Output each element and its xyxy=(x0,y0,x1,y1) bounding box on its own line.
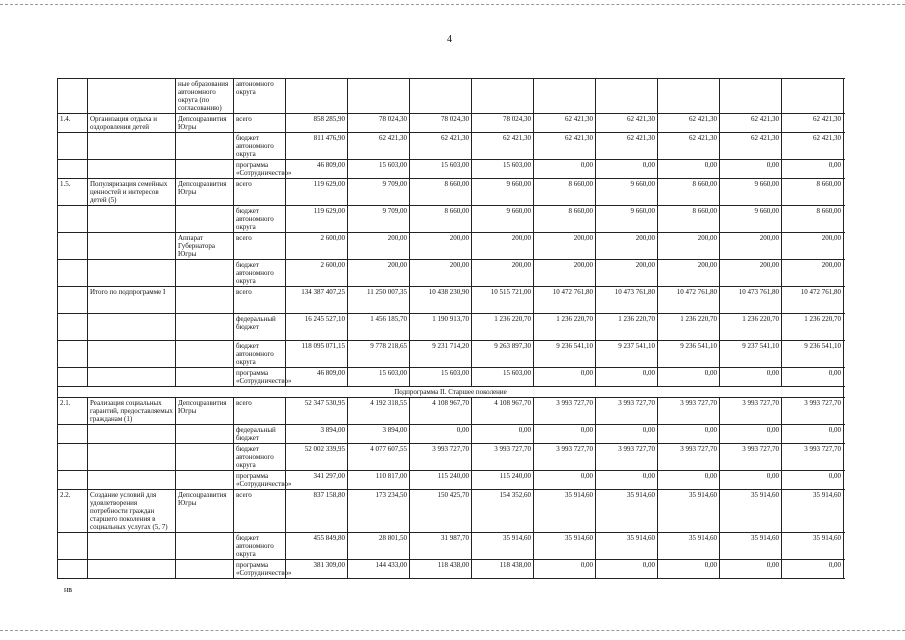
measure-name: Реализация социальных гарантий, предоставляемых гражданам (1) xyxy=(88,398,176,425)
amount-cell xyxy=(720,79,782,114)
amount-cell: 173 234,50 xyxy=(348,490,410,533)
scan-edge-bottom xyxy=(0,630,905,631)
amount-cell: 15 603,00 xyxy=(410,160,472,179)
amount-cell: 3 993 727,70 xyxy=(782,398,844,425)
measure-name xyxy=(88,79,176,114)
amount-cell: 35 914,60 xyxy=(596,490,658,533)
budget-table xyxy=(57,78,844,579)
amount-cell: 0,00 xyxy=(782,368,844,387)
table-row xyxy=(58,471,844,490)
funding-source: всего xyxy=(234,233,286,260)
executor xyxy=(176,444,234,471)
table-row xyxy=(58,79,844,114)
amount-cell: 0,00 xyxy=(472,425,534,444)
amount-cell: 118 095 071,15 xyxy=(286,341,348,368)
amount-cell: 9 237 541,10 xyxy=(720,341,782,368)
amount-cell: 0,00 xyxy=(596,425,658,444)
funding-source: всего xyxy=(234,490,286,533)
measure-name xyxy=(88,133,176,160)
amount-cell: 52 002 339,95 xyxy=(286,444,348,471)
table-row xyxy=(58,444,844,471)
amount-cell: 0,00 xyxy=(720,471,782,490)
measure-name xyxy=(88,206,176,233)
amount-cell: 9 236 541,10 xyxy=(534,341,596,368)
funding-source: всего xyxy=(234,287,286,314)
amount-cell: 200,00 xyxy=(348,233,410,260)
amount-cell xyxy=(782,79,844,114)
amount-cell: 9 660,00 xyxy=(472,206,534,233)
executor: Аппарат Губернатора Югры xyxy=(176,233,234,260)
row-number xyxy=(58,425,88,444)
measure-name xyxy=(88,160,176,179)
amount-cell: 10 472 761,80 xyxy=(534,287,596,314)
amount-cell: 811 476,90 xyxy=(286,133,348,160)
amount-cell: 35 914,60 xyxy=(534,533,596,560)
funding-source: программа «Сотрудничество» xyxy=(234,560,286,579)
measure-name xyxy=(88,233,176,260)
amount-cell: 35 914,60 xyxy=(658,490,720,533)
amount-cell: 3 993 727,70 xyxy=(534,398,596,425)
amount-cell: 9 231 714,20 xyxy=(410,341,472,368)
funding-source: федеральный бюджет xyxy=(234,425,286,444)
amount-cell: 35 914,60 xyxy=(596,533,658,560)
amount-cell: 0,00 xyxy=(782,471,844,490)
amount-cell: 0,00 xyxy=(658,560,720,579)
executor xyxy=(176,471,234,490)
funding-source: бюджет автономного округа xyxy=(234,341,286,368)
amount-cell xyxy=(348,79,410,114)
amount-cell: 200,00 xyxy=(782,260,844,287)
amount-cell: 200,00 xyxy=(534,260,596,287)
amount-cell: 9 660,00 xyxy=(596,179,658,206)
executor xyxy=(176,160,234,179)
table-row xyxy=(58,560,844,579)
amount-cell: 62 421,30 xyxy=(782,133,844,160)
measure-name xyxy=(88,471,176,490)
amount-cell: 3 894,00 xyxy=(286,425,348,444)
row-number xyxy=(58,533,88,560)
amount-cell: 10 473 761,80 xyxy=(596,287,658,314)
amount-cell: 8 660,00 xyxy=(534,179,596,206)
amount-cell: 0,00 xyxy=(658,471,720,490)
funding-source: бюджет автономного округа xyxy=(234,533,286,560)
amount-cell xyxy=(286,79,348,114)
amount-cell: 62 421,30 xyxy=(348,133,410,160)
amount-cell: 9 660,00 xyxy=(720,179,782,206)
amount-cell: 110 817,00 xyxy=(348,471,410,490)
executor: Депсоцразвития Югры xyxy=(176,490,234,533)
table-row xyxy=(58,114,844,133)
row-number xyxy=(58,314,88,341)
amount-cell: 200,00 xyxy=(596,233,658,260)
amount-cell: 119 629,00 xyxy=(286,206,348,233)
row-number xyxy=(58,206,88,233)
executor: ные образования автономного округа (по согласованию) xyxy=(176,79,234,114)
amount-cell: 62 421,30 xyxy=(658,114,720,133)
amount-cell: 8 660,00 xyxy=(410,206,472,233)
table-row xyxy=(58,533,844,560)
amount-cell: 62 421,30 xyxy=(720,114,782,133)
amount-cell: 62 421,30 xyxy=(782,114,844,133)
amount-cell xyxy=(658,79,720,114)
amount-cell: 9 778 218,65 xyxy=(348,341,410,368)
amount-cell: 35 914,60 xyxy=(658,533,720,560)
executor: Депсоцразвития Югры xyxy=(176,114,234,133)
amount-cell: 3 894,00 xyxy=(348,425,410,444)
amount-cell: 3 993 727,70 xyxy=(658,444,720,471)
amount-cell: 3 993 727,70 xyxy=(658,398,720,425)
executor xyxy=(176,560,234,579)
amount-cell: 10 438 230,90 xyxy=(410,287,472,314)
amount-cell: 200,00 xyxy=(472,233,534,260)
amount-cell: 3 993 727,70 xyxy=(472,444,534,471)
amount-cell: 837 158,80 xyxy=(286,490,348,533)
amount-cell: 15 603,00 xyxy=(472,368,534,387)
amount-cell: 35 914,60 xyxy=(782,533,844,560)
amount-cell: 62 421,30 xyxy=(658,133,720,160)
funding-source: федеральный бюджет xyxy=(234,314,286,341)
measure-name xyxy=(88,425,176,444)
amount-cell: 0,00 xyxy=(658,160,720,179)
row-number xyxy=(58,133,88,160)
amount-cell: 154 352,60 xyxy=(472,490,534,533)
row-number: 2.2. xyxy=(58,490,88,533)
amount-cell: 200,00 xyxy=(596,260,658,287)
footer-mark: нв xyxy=(64,585,73,594)
measure-name xyxy=(88,560,176,579)
amount-cell: 62 421,30 xyxy=(596,114,658,133)
amount-cell: 52 347 530,95 xyxy=(286,398,348,425)
amount-cell: 144 433,00 xyxy=(348,560,410,579)
funding-source: бюджет автономного округа xyxy=(234,206,286,233)
funding-source: программа «Сотрудничество» xyxy=(234,160,286,179)
funding-source: всего xyxy=(234,179,286,206)
row-number: 2.1. xyxy=(58,398,88,425)
amount-cell: 4 108 967,70 xyxy=(410,398,472,425)
executor xyxy=(176,260,234,287)
measure-name xyxy=(88,368,176,387)
amount-cell: 0,00 xyxy=(534,471,596,490)
funding-source: автономного округа xyxy=(234,79,286,114)
amount-cell: 28 801,50 xyxy=(348,533,410,560)
executor xyxy=(176,287,234,314)
amount-cell: 3 993 727,70 xyxy=(410,444,472,471)
amount-cell: 134 387 407,25 xyxy=(286,287,348,314)
table-row xyxy=(58,206,844,233)
row-number xyxy=(58,233,88,260)
amount-cell: 118 438,00 xyxy=(410,560,472,579)
amount-cell: 0,00 xyxy=(534,368,596,387)
amount-cell: 381 309,00 xyxy=(286,560,348,579)
amount-cell: 200,00 xyxy=(410,233,472,260)
measure-name: Организация отдыха и оздоровления детей xyxy=(88,114,176,133)
amount-cell: 62 421,30 xyxy=(534,133,596,160)
amount-cell: 2 600,00 xyxy=(286,233,348,260)
amount-cell: 9 660,00 xyxy=(472,179,534,206)
amount-cell: 1 236 220,70 xyxy=(720,314,782,341)
amount-cell: 0,00 xyxy=(720,368,782,387)
row-number xyxy=(58,560,88,579)
row-number xyxy=(58,260,88,287)
amount-cell: 1 236 220,70 xyxy=(472,314,534,341)
amount-cell: 0,00 xyxy=(720,425,782,444)
amount-cell: 62 421,30 xyxy=(534,114,596,133)
amount-cell xyxy=(534,79,596,114)
funding-source: программа «Сотрудничество» xyxy=(234,368,286,387)
amount-cell: 9 709,00 xyxy=(348,179,410,206)
measure-name xyxy=(88,444,176,471)
amount-cell: 115 240,00 xyxy=(472,471,534,490)
table-row xyxy=(58,368,844,387)
amount-cell: 4 192 318,55 xyxy=(348,398,410,425)
amount-cell: 46 809,00 xyxy=(286,368,348,387)
amount-cell: 46 809,00 xyxy=(286,160,348,179)
amount-cell: 455 849,80 xyxy=(286,533,348,560)
funding-source: бюджет автономного округа xyxy=(234,133,286,160)
amount-cell: 858 285,90 xyxy=(286,114,348,133)
row-number: 1.4. xyxy=(58,114,88,133)
amount-cell xyxy=(596,79,658,114)
amount-cell: 0,00 xyxy=(658,425,720,444)
table-row xyxy=(58,398,844,425)
amount-cell: 9 236 541,10 xyxy=(782,341,844,368)
row-number xyxy=(58,160,88,179)
measure-name xyxy=(88,260,176,287)
row-number xyxy=(58,471,88,490)
amount-cell: 3 993 727,70 xyxy=(720,444,782,471)
amount-cell: 11 250 007,35 xyxy=(348,287,410,314)
row-number xyxy=(58,341,88,368)
measure-name: Создание условий для удовлетворения потребности граждан старшего поколения в социальных услугах (5, 7) xyxy=(88,490,176,533)
amount-cell: 31 987,70 xyxy=(410,533,472,560)
table-row xyxy=(58,233,844,260)
measure-name: Итого по подпрограмме I xyxy=(88,287,176,314)
amount-cell: 78 024,30 xyxy=(348,114,410,133)
amount-cell: 62 421,30 xyxy=(410,133,472,160)
amount-cell: 35 914,60 xyxy=(472,533,534,560)
executor xyxy=(176,133,234,160)
funding-source: всего xyxy=(234,398,286,425)
funding-source: программа «Сотрудничество» xyxy=(234,471,286,490)
table-row xyxy=(58,387,844,398)
amount-cell: 9 709,00 xyxy=(348,206,410,233)
amount-cell: 115 240,00 xyxy=(410,471,472,490)
amount-cell: 0,00 xyxy=(782,425,844,444)
amount-cell: 3 993 727,70 xyxy=(720,398,782,425)
amount-cell: 3 993 727,70 xyxy=(596,444,658,471)
amount-cell: 1 456 185,70 xyxy=(348,314,410,341)
amount-cell: 0,00 xyxy=(658,368,720,387)
amount-cell: 8 660,00 xyxy=(410,179,472,206)
amount-cell: 15 603,00 xyxy=(348,160,410,179)
amount-cell: 0,00 xyxy=(410,425,472,444)
executor xyxy=(176,425,234,444)
amount-cell: 150 425,70 xyxy=(410,490,472,533)
amount-cell: 1 236 220,70 xyxy=(596,314,658,341)
amount-cell: 8 660,00 xyxy=(658,206,720,233)
amount-cell: 9 660,00 xyxy=(720,206,782,233)
amount-cell: 3 993 727,70 xyxy=(596,398,658,425)
amount-cell: 10 472 761,80 xyxy=(782,287,844,314)
amount-cell: 10 472 761,80 xyxy=(658,287,720,314)
executor xyxy=(176,314,234,341)
amount-cell: 0,00 xyxy=(720,560,782,579)
amount-cell: 1 236 220,70 xyxy=(658,314,720,341)
measure-name xyxy=(88,533,176,560)
row-number xyxy=(58,444,88,471)
amount-cell: 4 077 607,55 xyxy=(348,444,410,471)
measure-name: Популяризация семейных ценностей и интересов детей (5) xyxy=(88,179,176,206)
amount-cell: 62 421,30 xyxy=(720,133,782,160)
executor xyxy=(176,341,234,368)
executor xyxy=(176,368,234,387)
executor xyxy=(176,533,234,560)
table-row xyxy=(58,160,844,179)
table-row xyxy=(58,260,844,287)
amount-cell: 8 660,00 xyxy=(534,206,596,233)
amount-cell: 10 473 761,80 xyxy=(720,287,782,314)
amount-cell: 62 421,30 xyxy=(472,133,534,160)
amount-cell: 78 024,30 xyxy=(410,114,472,133)
scan-edge-top xyxy=(0,4,905,5)
row-number xyxy=(58,79,88,114)
table-row xyxy=(58,341,844,368)
amount-cell: 35 914,60 xyxy=(720,533,782,560)
amount-cell: 4 108 967,70 xyxy=(472,398,534,425)
amount-cell: 35 914,60 xyxy=(720,490,782,533)
amount-cell: 3 993 727,70 xyxy=(782,444,844,471)
funding-source: бюджет автономного округа xyxy=(234,260,286,287)
amount-cell: 8 660,00 xyxy=(658,179,720,206)
amount-cell: 1 236 220,70 xyxy=(782,314,844,341)
funding-source: бюджет автономного округа xyxy=(234,444,286,471)
table-row xyxy=(58,425,844,444)
amount-cell: 8 660,00 xyxy=(782,206,844,233)
amount-cell: 35 914,60 xyxy=(534,490,596,533)
amount-cell: 0,00 xyxy=(782,160,844,179)
amount-cell: 200,00 xyxy=(472,260,534,287)
amount-cell: 9 263 897,30 xyxy=(472,341,534,368)
executor: Депсоцразвития Югры xyxy=(176,398,234,425)
amount-cell: 0,00 xyxy=(596,560,658,579)
amount-cell: 0,00 xyxy=(534,160,596,179)
amount-cell xyxy=(410,79,472,114)
funding-source: всего xyxy=(234,114,286,133)
amount-cell: 78 024,30 xyxy=(472,114,534,133)
table-row xyxy=(58,490,844,533)
amount-cell: 200,00 xyxy=(534,233,596,260)
amount-cell: 200,00 xyxy=(410,260,472,287)
executor xyxy=(176,206,234,233)
amount-cell: 200,00 xyxy=(720,260,782,287)
amount-cell: 200,00 xyxy=(658,233,720,260)
amount-cell: 9 236 541,10 xyxy=(658,341,720,368)
amount-cell: 0,00 xyxy=(596,368,658,387)
row-number xyxy=(58,287,88,314)
table-row xyxy=(58,179,844,206)
amount-cell: 200,00 xyxy=(782,233,844,260)
amount-cell: 200,00 xyxy=(720,233,782,260)
amount-cell: 15 603,00 xyxy=(472,160,534,179)
amount-cell: 2 600,00 xyxy=(286,260,348,287)
amount-cell: 0,00 xyxy=(782,560,844,579)
amount-cell: 1 190 913,70 xyxy=(410,314,472,341)
amount-cell: 341 297,00 xyxy=(286,471,348,490)
amount-cell: 0,00 xyxy=(534,425,596,444)
amount-cell: 200,00 xyxy=(348,260,410,287)
amount-cell: 0,00 xyxy=(596,471,658,490)
executor: Депсоцразвития Югры xyxy=(176,179,234,206)
amount-cell: 9 237 541,10 xyxy=(596,341,658,368)
measure-name xyxy=(88,314,176,341)
amount-cell: 15 603,00 xyxy=(410,368,472,387)
page-number: 4 xyxy=(447,34,452,45)
table-row xyxy=(58,314,844,341)
amount-cell: 200,00 xyxy=(658,260,720,287)
amount-cell: 16 245 527,10 xyxy=(286,314,348,341)
amount-cell: 10 515 721,00 xyxy=(472,287,534,314)
table-row xyxy=(58,133,844,160)
amount-cell: 35 914,60 xyxy=(782,490,844,533)
measure-name xyxy=(88,341,176,368)
amount-cell: 0,00 xyxy=(720,160,782,179)
amount-cell: 0,00 xyxy=(596,160,658,179)
amount-cell: 0,00 xyxy=(534,560,596,579)
amount-cell: 119 629,00 xyxy=(286,179,348,206)
amount-cell xyxy=(472,79,534,114)
row-number xyxy=(58,368,88,387)
amount-cell: 3 993 727,70 xyxy=(534,444,596,471)
amount-cell: 62 421,30 xyxy=(596,133,658,160)
amount-cell: 1 236 220,70 xyxy=(534,314,596,341)
amount-cell: 15 603,00 xyxy=(348,368,410,387)
row-number: 1.5. xyxy=(58,179,88,206)
amount-cell: 9 660,00 xyxy=(596,206,658,233)
amount-cell: 118 438,00 xyxy=(472,560,534,579)
table-row xyxy=(58,287,844,314)
amount-cell: 8 660,00 xyxy=(782,179,844,206)
subprogram-heading: Подпрограмма II. Старшее поколение xyxy=(58,387,844,398)
